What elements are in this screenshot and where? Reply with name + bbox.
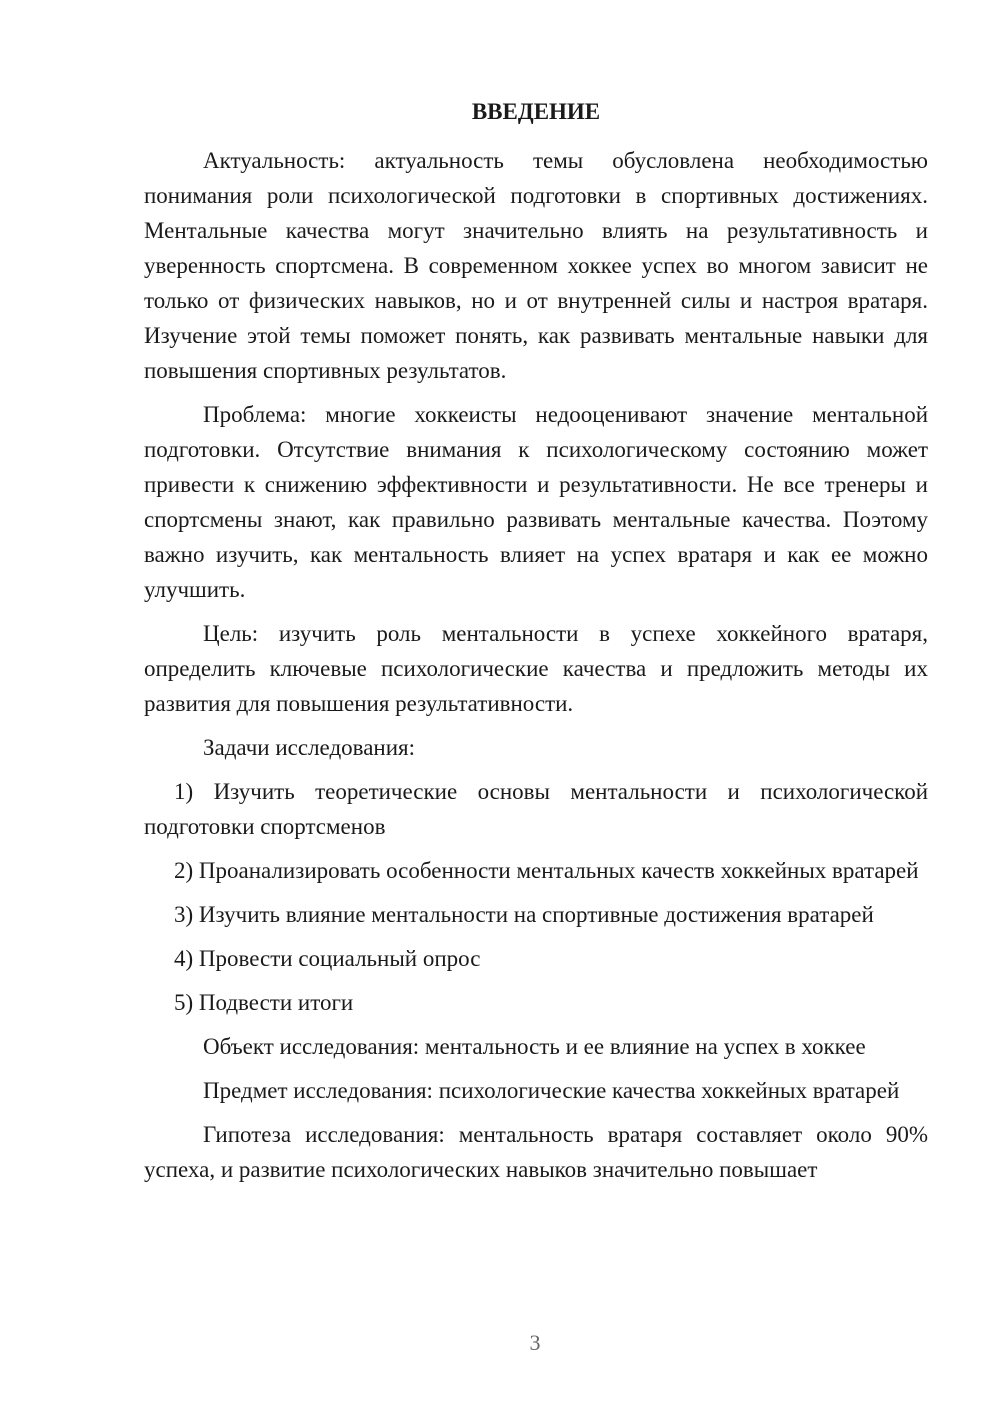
task-item-3: 3) Изучить влияние ментальности на спортивные достижения вратарей: [174, 902, 874, 927]
paragraph-relevance: Актуальность: актуальность темы обусловлена необходимостью понимания роли психологической подготовки в спортивных достижениях. Ментальные качества могут значительно влиять на результативность и уверенность спортсмена. В современном хоккее успех во многом зависит не только от физических навыков, но и от внутренней силы и настроя вратаря. Изучение этой темы поможет понять, как развивать ментальные навыки для повышения спортивных результатов.: [144, 148, 928, 383]
paragraph-goal: Цель: изучить роль ментальности в успехе хоккейного вратаря, определить ключевые психологические качества и предложить методы их развития для повышения результативности.: [144, 621, 928, 716]
task-item-2: 2) Проанализировать особенности ментальных качеств хоккейных вратарей: [174, 858, 919, 883]
paragraph-problem: Проблема: многие хоккеисты недооценивают значение ментальной подготовки. Отсутствие внимания к психологическому состоянию может привести к снижению эффективности и результативности. Не все тренеры и спортсмены знают, как правильно развивать ментальные качества. Поэтому важно изучить, как ментальность влияет на успех вратаря и как ее можно улучшить.: [144, 402, 928, 602]
document-body: [144, 94, 928, 1196]
paragraph-hypothesis: Гипотеза исследования: ментальность вратаря составляет около 90% успеха, и развитие психологических навыков значительно повышает: [144, 1122, 928, 1182]
tasks-heading: Задачи исследования:: [203, 735, 416, 760]
paragraph-subject: Предмет исследования: психологические качества хоккейных вратарей: [203, 1078, 900, 1103]
task-item-4: 4) Провести социальный опрос: [174, 946, 481, 971]
paragraph-object: Объект исследования: ментальность и ее влияние на успех в хоккее: [203, 1034, 866, 1059]
section-title: ВВЕДЕНИЕ: [471, 99, 601, 124]
task-item-1: 1) Изучить теоретические основы ментальности и психологической подготовки спортсменов: [144, 779, 928, 839]
page-number: 3: [529, 1330, 541, 1355]
task-item-5: 5) Подвести итоги: [174, 990, 354, 1015]
